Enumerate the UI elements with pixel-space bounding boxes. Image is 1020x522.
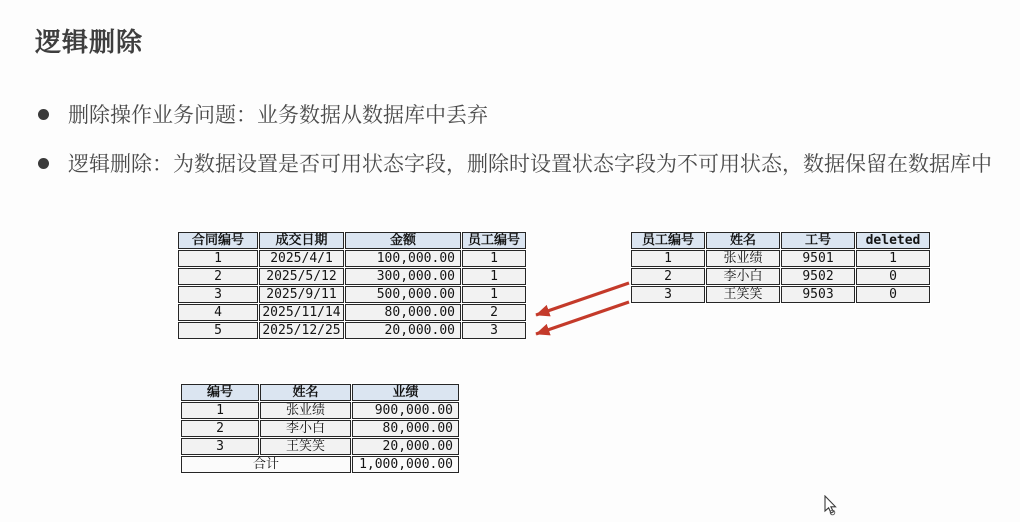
total-value-cell: 1,000,000.00 — [352, 456, 459, 473]
table-cell: 1 — [178, 250, 258, 267]
table-cell: 500,000.00 — [345, 286, 461, 303]
column-header: 金额 — [345, 232, 461, 249]
bullet-text: 逻辑删除：为数据设置是否可用状态字段，删除时设置状态字段为不可用状态，数据保留在数据库中 — [68, 153, 992, 176]
table-row — [178, 304, 526, 321]
contracts-table — [177, 231, 527, 340]
mouse-cursor-icon — [820, 495, 840, 519]
table-cell: 1 — [462, 250, 526, 267]
column-header: 姓名 — [260, 384, 351, 401]
table-cell: 2025/5/12 — [259, 268, 344, 285]
table-cell: 5 — [178, 322, 258, 339]
table-cell: 4 — [178, 304, 258, 321]
table-cell: 2025/4/1 — [259, 250, 344, 267]
table-cell: 王笑笑 — [260, 438, 351, 455]
table-cell: 王笑笑 — [706, 286, 780, 303]
table-cell: 20,000.00 — [345, 322, 461, 339]
table-cell: 2025/9/11 — [259, 286, 344, 303]
page-title: 逻辑删除 — [35, 27, 144, 57]
column-header: 业绩 — [352, 384, 459, 401]
table-cell: 3 — [462, 322, 526, 339]
column-header: 编号 — [181, 384, 259, 401]
table-cell: 80,000.00 — [352, 420, 459, 437]
table-cell: 李小白 — [706, 268, 780, 285]
column-header: 成交日期 — [259, 232, 344, 249]
bullet-item-delete-problem — [38, 99, 488, 129]
table-cell: 李小白 — [260, 420, 351, 437]
table-cell: 1 — [181, 402, 259, 419]
header-row — [181, 384, 459, 401]
table-cell: 1 — [462, 286, 526, 303]
table-cell: 张业绩 — [706, 250, 780, 267]
table-cell: 2 — [181, 420, 259, 437]
table-cell: 900,000.00 — [352, 402, 459, 419]
bullet-dot-icon — [38, 158, 49, 169]
table-row — [631, 286, 930, 303]
total-label-cell: 合计 — [181, 456, 351, 473]
table-cell: 3 — [631, 286, 705, 303]
table-cell: 2025/11/14 — [259, 304, 344, 321]
table-cell: 2025/12/25 — [259, 322, 344, 339]
table-cell: 0 — [856, 268, 930, 285]
total-row — [181, 456, 459, 473]
bullet-item-logical-delete — [38, 148, 992, 178]
arrow-employee3-to-contract5 — [536, 302, 629, 334]
table-cell: 张业绩 — [260, 402, 351, 419]
header-row — [178, 232, 526, 249]
column-header: 姓名 — [706, 232, 780, 249]
table-cell: 3 — [181, 438, 259, 455]
header-row — [631, 232, 930, 249]
table-cell: 9503 — [781, 286, 855, 303]
table-cell: 80,000.00 — [345, 304, 461, 321]
table-row — [178, 322, 526, 339]
table-row — [181, 402, 459, 419]
table-cell: 9502 — [781, 268, 855, 285]
arrow-employee2-to-contract4 — [536, 283, 629, 315]
bullet-text: 删除操作业务问题：业务数据从数据库中丢弃 — [68, 104, 488, 127]
table-row — [178, 268, 526, 285]
table-row — [181, 420, 459, 437]
bullet-dot-icon — [38, 109, 49, 120]
table-row — [181, 438, 459, 455]
table-cell: 2 — [631, 268, 705, 285]
table-cell: 300,000.00 — [345, 268, 461, 285]
column-header: deleted — [856, 232, 930, 249]
employees-table — [630, 231, 931, 304]
table-row — [631, 250, 930, 267]
column-header: 员工编号 — [631, 232, 705, 249]
table-cell: 1 — [856, 250, 930, 267]
table-row — [631, 268, 930, 285]
column-header: 合同编号 — [178, 232, 258, 249]
column-header: 工号 — [781, 232, 855, 249]
table-row — [178, 250, 526, 267]
table-cell: 2 — [178, 268, 258, 285]
table-cell: 1 — [631, 250, 705, 267]
column-header: 员工编号 — [462, 232, 526, 249]
table-cell: 9501 — [781, 250, 855, 267]
table-cell: 100,000.00 — [345, 250, 461, 267]
table-cell: 20,000.00 — [352, 438, 459, 455]
table-row — [178, 286, 526, 303]
table-cell: 1 — [462, 268, 526, 285]
table-cell: 3 — [178, 286, 258, 303]
table-cell: 2 — [462, 304, 526, 321]
performance-table — [180, 383, 460, 474]
table-cell: 0 — [856, 286, 930, 303]
